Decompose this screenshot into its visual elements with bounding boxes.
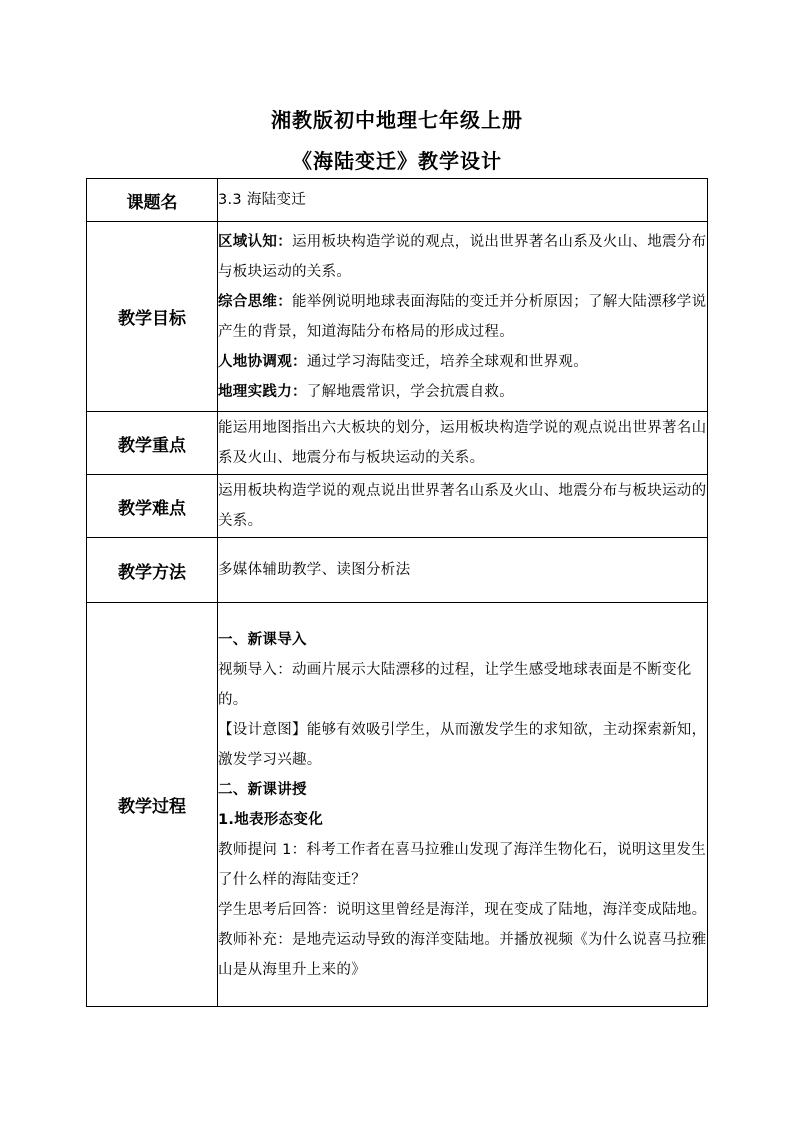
process-content: [218, 603, 708, 1007]
topic-value: 3.3 海陆变迁: [218, 179, 708, 222]
goal-text: 能举例说明地球表面海陆的变迁并分析原因；了解大陆漂移学说产生的背景，知道海陆分布格局的形成过程。: [218, 293, 707, 340]
key-points-value: 能运用地图指出六大板块的划分，运用板块构造学说的观点说出世界著名山系及火山、地震分布与板块运动的关系。: [218, 412, 708, 475]
section-heading: 二、新课讲授: [218, 781, 307, 798]
table-row-key-points: [87, 412, 708, 475]
key-points-label: 教学重点: [87, 412, 218, 475]
process-label: 教学过程: [87, 603, 218, 1007]
goal-text: 运用板块构造学说的观点，说出世界著名山系及火山、地震分布与板块运动的关系。: [218, 233, 707, 280]
teacher-question-paragraph: 教师提问 1：科考工作者在喜马拉雅山发现了海洋生物化石，说明这里发生了什么样的海陆变迁？: [218, 841, 707, 888]
teacher-supplement-paragraph: 教师补充：是地壳运动导致的海洋变陆地。并播放视频《为什么说喜马拉雅山是从海里升上来的》: [218, 931, 707, 978]
difficulties-value: 运用板块构造学说的观点说出世界著名山系及火山、地震分布与板块运动的关系。: [218, 475, 708, 538]
topic-label: 课题名: [87, 179, 218, 222]
methods-label: 教学方法: [87, 538, 218, 603]
goal-head: 人地协调观：: [218, 353, 307, 370]
table-row-process: [87, 603, 708, 1007]
table-row-difficulties: [87, 475, 708, 538]
design-intent-paragraph: 【设计意图】能够有效吸引学生，从而激发学生的求知欲，主动探索新知，激发学习兴趣。: [218, 721, 707, 768]
methods-value: 多媒体辅助教学、读图分析法: [218, 538, 708, 603]
document-subtitle: 《海陆变迁》教学设计: [292, 149, 502, 173]
goal-item: [218, 287, 707, 347]
difficulties-label: 教学难点: [87, 475, 218, 538]
goal-head: 区域认知：: [218, 233, 292, 250]
goal-head: 地理实践力：: [218, 383, 307, 400]
student-answer-paragraph: 学生思考后回答：说明这里曾经是海洋，现在变成了陆地，海洋变成陆地。: [218, 901, 707, 918]
table-row-methods: [87, 538, 708, 603]
subsection-heading: 1.地表形态变化: [218, 811, 323, 828]
intro-paragraph: 视频导入：动画片展示大陆漂移的过程，让学生感受地球表面是不断变化的。: [218, 661, 692, 708]
section-heading: 一、新课导入: [218, 631, 307, 648]
goals-label: 教学目标: [87, 222, 218, 412]
goal-item: [218, 347, 707, 377]
goals-content: [218, 222, 708, 412]
goal-head: 综合思维：: [218, 293, 292, 310]
table-row-topic: [87, 179, 708, 222]
goal-text: 通过学习海陆变迁，培养全球观和世界观。: [306, 353, 589, 370]
lesson-plan-table: [86, 178, 708, 1007]
goal-text: 了解地震常识，学会抗震自救。: [306, 383, 515, 400]
goal-item: [218, 377, 707, 407]
table-row-goals: [87, 222, 708, 412]
document-title: 湘教版初中地理七年级上册: [271, 108, 523, 132]
goal-item: [218, 227, 707, 287]
